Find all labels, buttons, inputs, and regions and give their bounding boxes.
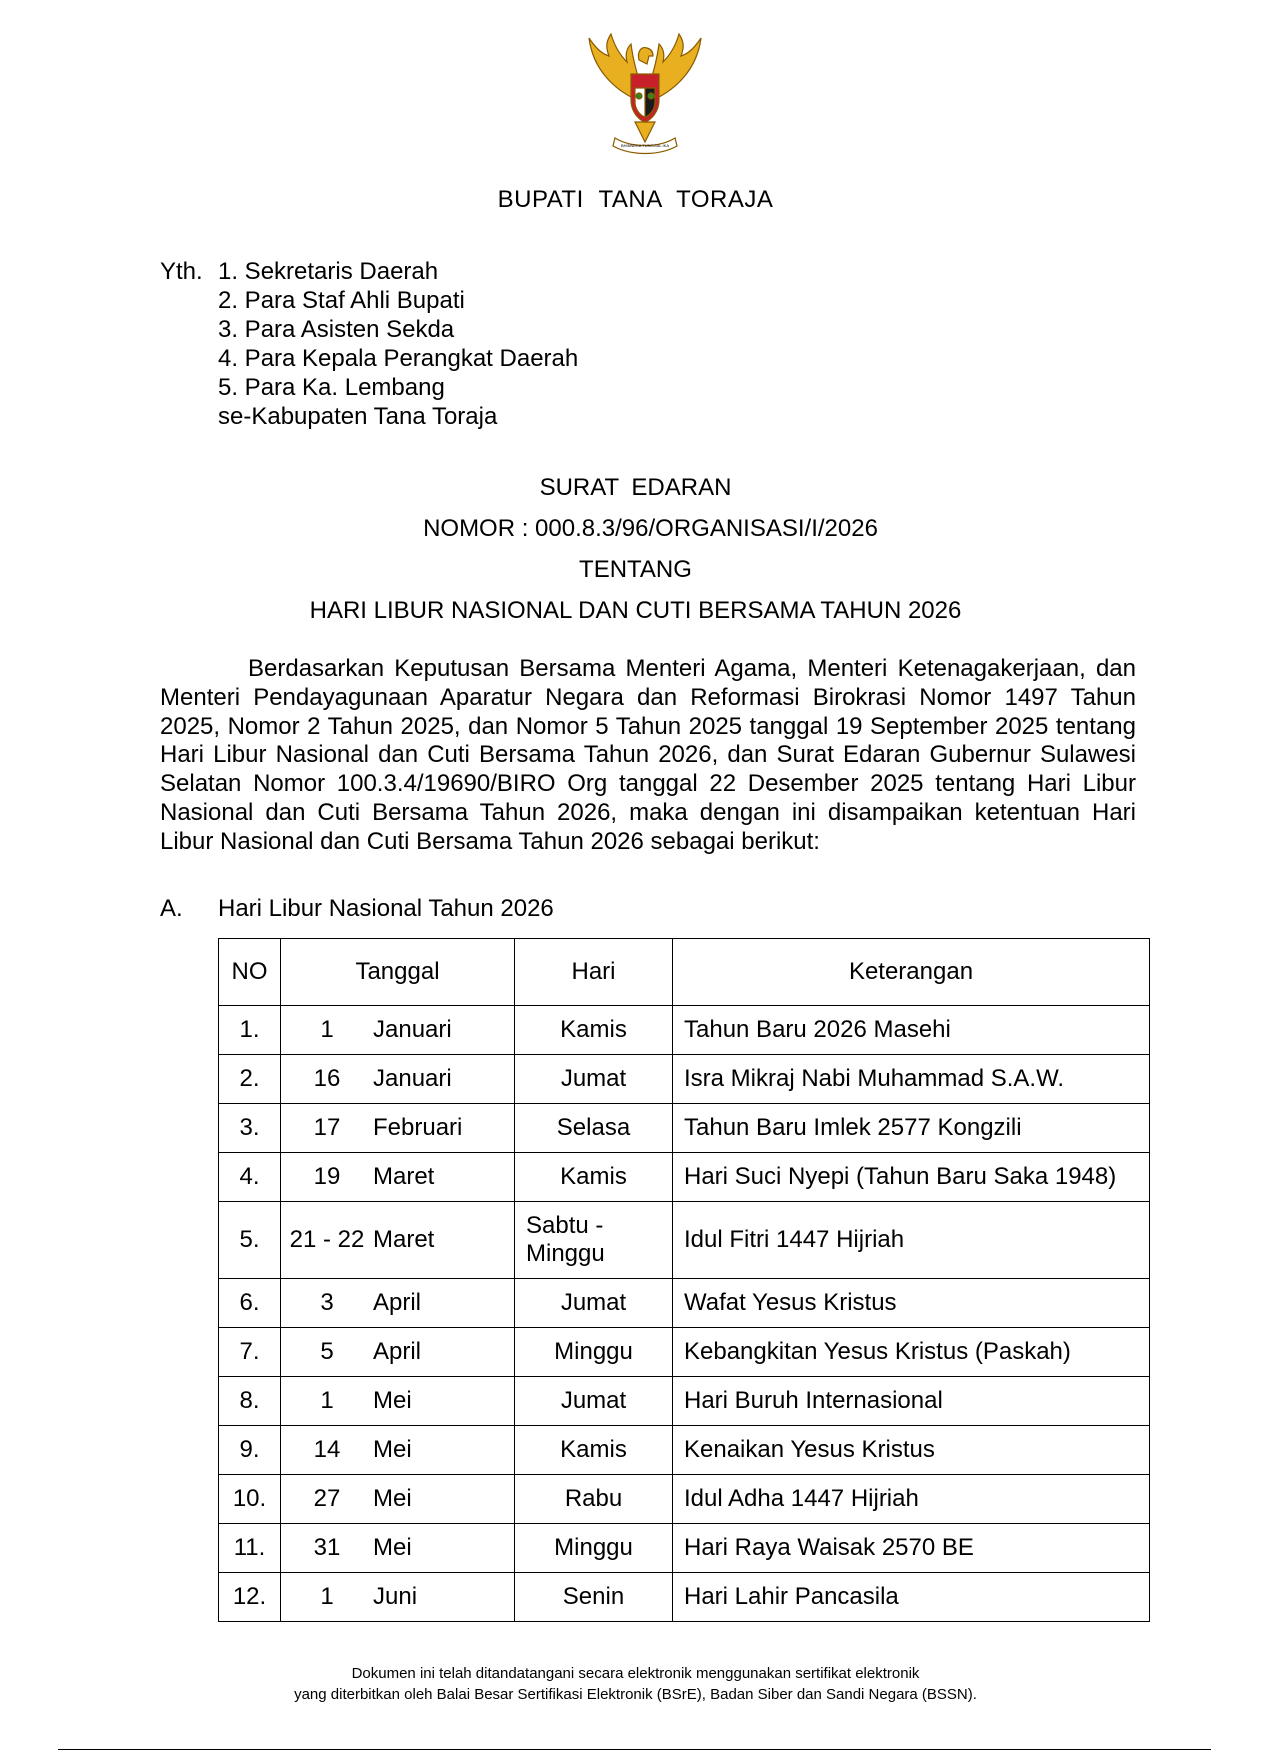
date-day-number: 1 [320,1387,334,1414]
holidays-table [218,938,1150,1622]
table-row [219,1006,1150,1055]
date-day-number: 5 [320,1338,334,1365]
table-header-row [219,939,1150,1006]
garuda-emblem-icon [575,30,715,158]
cell-note: Kebangkitan Yesus Kristus (Paskah) [673,1328,1150,1377]
date-month: Mei [373,1436,412,1463]
cell-day: Selasa [515,1104,673,1153]
letter-number: NOMOR : 000.8.3/96/ORGANISASI/I/2026 [423,515,878,542]
header-note: Keterangan [673,939,1150,1006]
cell-day: Senin [515,1573,673,1622]
date-month: April [373,1289,422,1316]
cell-day: Jumat [515,1377,673,1426]
cell-note: Idul Adha 1447 Hijriah [673,1475,1150,1524]
table-row [219,1279,1150,1328]
letter-about-label: TENTANG [579,556,692,583]
day-line: Sabtu - [526,1212,604,1239]
cell-day: Kamis [515,1153,673,1202]
footer-line-1: Dokumen ini telah ditandatangani secara elektronik menggunakan sertifikat elektronik [351,1665,920,1682]
table-row [219,1328,1150,1377]
cell-date [281,1377,515,1426]
table-body [219,1006,1150,1622]
date-day-number: 19 [313,1163,341,1190]
cell-day: Kamis [515,1006,673,1055]
cell-no: 4. [219,1153,281,1202]
cell-day: Kamis [515,1426,673,1475]
cell-date [281,1524,515,1573]
cell-day [515,1202,673,1279]
cell-no: 2. [219,1055,281,1104]
date-month: Januari [373,1065,452,1092]
cell-day: Minggu [515,1328,673,1377]
date-month: Mei [373,1534,412,1561]
body-paragraph: Berdasarkan Keputusan Bersama Menteri Agama, Menteri Ketenagakerjaan, dan Menteri Pendayagunaan Aparatur Negara dan Reformasi Birokrasi Nomor 1497 Tahun 2025, Nomor 2 Tahun 2025, dan Nomor 5 Tahun 2025 tanggal 19 September 2025 tentang Hari Libur Nasional dan Cuti Bersama Tahun 2026, dan Surat Edaran Gubernur Sulawesi Selatan Nomor 100.3.4/19690/BIRO Org tanggal 22 Desember 2025 tentang Hari Libur Nasional dan Cuti Bersama Tahun 2026, maka dengan ini disampaikan ketentuan Hari Libur Nasional dan Cuti Bersama Tahun 2026 sebagai berikut: [160,655,1136,855]
cell-date [281,1055,515,1104]
cell-date [281,1153,515,1202]
cell-no: 8. [219,1377,281,1426]
issuer-title: BUPATI TANA TORAJA [497,186,774,213]
date-day-number: 16 [313,1065,341,1092]
cell-note: Wafat Yesus Kristus [673,1279,1150,1328]
date-day-number: 27 [313,1485,341,1512]
recipient-item: 5. Para Ka. Lembang [218,374,445,401]
cell-note: Idul Fitri 1447 Hijriah [673,1202,1150,1279]
e-signature-note [0,1663,1271,1705]
cell-note: Kenaikan Yesus Kristus [673,1426,1150,1475]
cell-date [281,1573,515,1622]
svg-text:BHINNEKA TUNGGAL IKA: BHINNEKA TUNGGAL IKA [620,143,670,148]
cell-no: 6. [219,1279,281,1328]
cell-note: Isra Mikraj Nabi Muhammad S.A.W. [673,1055,1150,1104]
date-month: Mei [373,1485,412,1512]
header-no: NO [219,939,281,1006]
recipient-item: 2. Para Staf Ahli Bupati [218,287,465,314]
cell-day: Jumat [515,1055,673,1104]
date-month: Maret [373,1163,435,1190]
table-row [219,1524,1150,1573]
date-day-number: 3 [320,1289,334,1316]
table-row [219,1377,1150,1426]
recipient-item: 4. Para Kepala Perangkat Daerah [218,345,579,372]
footer-line-2: yang diterbitkan oleh Balai Besar Sertifikasi Elektronik (BSrE), Badan Siber dan Sandi Negara (BSSN). [294,1686,977,1703]
table-row [219,1153,1150,1202]
date-day-number: 14 [313,1436,341,1463]
recipient-item: se-Kabupaten Tana Toraja [218,403,498,430]
cell-day: Jumat [515,1279,673,1328]
recipient-item: 3. Para Asisten Sekda [218,316,455,343]
table-row [219,1202,1150,1279]
recipients-prefix: Yth. [160,258,203,285]
cell-no: 10. [219,1475,281,1524]
recipients-list [218,257,578,431]
date-day-number: 31 [313,1534,341,1561]
date-month: Januari [373,1016,452,1043]
cell-no: 1. [219,1006,281,1055]
date-month: Februari [373,1114,463,1141]
cell-no: 11. [219,1524,281,1573]
cell-date [281,1006,515,1055]
bottom-rule [58,1749,1211,1750]
cell-note: Hari Buruh Internasional [673,1377,1150,1426]
table-row [219,1055,1150,1104]
table-row [219,1573,1150,1622]
date-month: Maret [373,1226,435,1253]
cell-date [281,1279,515,1328]
table-row [219,1104,1150,1153]
table-row [219,1426,1150,1475]
letter-subject: HARI LIBUR NASIONAL DAN CUTI BERSAMA TAHUN 2026 [309,597,962,624]
header-date: Tanggal [281,939,515,1006]
cell-day: Rabu [515,1475,673,1524]
date-day-number: 17 [313,1114,341,1141]
cell-no: 3. [219,1104,281,1153]
cell-note: Hari Suci Nyepi (Tahun Baru Saka 1948) [673,1153,1150,1202]
date-month: Mei [373,1387,412,1414]
cell-no: 7. [219,1328,281,1377]
cell-date [281,1202,515,1279]
section-letter: A. [160,895,183,922]
cell-date [281,1328,515,1377]
cell-note: Hari Lahir Pancasila [673,1573,1150,1622]
cell-note: Tahun Baru 2026 Masehi [673,1006,1150,1055]
cell-no: 5. [219,1202,281,1279]
date-month: Juni [373,1583,418,1610]
cell-no: 12. [219,1573,281,1622]
cell-note: Tahun Baru Imlek 2577 Kongzili [673,1104,1150,1153]
cell-date [281,1104,515,1153]
cell-note: Hari Raya Waisak 2570 BE [673,1524,1150,1573]
cell-day: Minggu [515,1524,673,1573]
cell-date [281,1426,515,1475]
letter-type: SURAT EDARAN [539,474,732,501]
recipient-item: 1. Sekretaris Daerah [218,258,439,285]
table-row [219,1475,1150,1524]
date-day-number: 1 [320,1583,334,1610]
date-day-number: 1 [320,1016,334,1043]
day-line: Minggu [526,1240,605,1267]
date-day-number: 21 - 22 [289,1226,365,1253]
cell-date [281,1475,515,1524]
section-title: Hari Libur Nasional Tahun 2026 [218,895,554,922]
date-month: April [373,1338,422,1365]
header-day: Hari [515,939,673,1006]
cell-no: 9. [219,1426,281,1475]
